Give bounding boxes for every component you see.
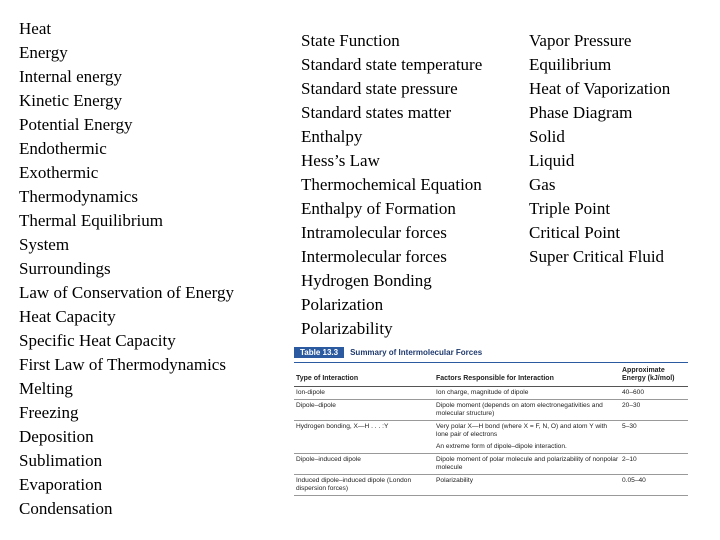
left-column-term: Exothermic [19,163,99,182]
middle-column-term: Hess’s Law [301,151,380,170]
middle-column-term: Standard state pressure [301,79,458,98]
left-column-term: Thermal Equilibrium [19,211,163,230]
cell-energy: 0.05–40 [622,477,646,484]
table-grid [294,363,688,496]
header-type: Type of Interaction [296,375,359,382]
left-column-term: Kinetic Energy [19,91,123,110]
left-column-term: Energy [19,43,68,62]
middle-column-term: Enthalpy of Formation [301,199,456,218]
cell-type: Ion-dipole [296,389,325,396]
middle-column-term: Standard state temperature [301,55,483,74]
header-energy: Approximate Energy (kJ/mol) [622,367,675,382]
middle-column-term: Intermolecular forces [301,247,447,266]
table-caption: Summary of Intermolecular Forces [350,348,483,357]
cell-energy: 5–30 [622,423,637,430]
cell-type: Hydrogen bonding, X—H . . . :Y [296,423,389,430]
term-list-middle [301,29,482,341]
right-column-term: Heat of Vaporization [529,79,671,98]
table-title [294,346,688,359]
cell-factors: Polarizability [436,477,474,484]
left-column-term: Heat Capacity [19,307,116,326]
left-column-term: Endothermic [19,139,107,158]
middle-column-term: Polarizability [301,319,393,338]
right-column-term: Solid [529,127,565,146]
table-number: Table 13.3 [294,347,344,358]
left-column-term: Melting [19,379,73,398]
middle-column-term: Standard states matter [301,103,452,122]
middle-column-term: Polarization [301,295,384,314]
left-column-term: Specific Heat Capacity [19,331,176,350]
right-column-term: Triple Point [529,199,611,218]
right-column-term: Vapor Pressure [529,31,632,50]
cell-factors: Very polar X—H bond (where X = F, N, O) and atom Y with lone pair of electrons [436,423,608,438]
left-column-term: Freezing [19,403,79,422]
right-column-term: Liquid [529,151,575,170]
left-column-term: Surroundings [19,259,111,278]
term-list-right [529,29,670,269]
cell-note: An extreme form of dipole–dipole interaction. [436,443,567,450]
cell-energy: 2–10 [622,456,637,463]
cell-energy: 40–600 [622,389,645,396]
cell-type: Induced dipole–induced dipole (London dispersion forces) [296,477,412,492]
term-list-left [19,17,234,521]
right-column-term: Phase Diagram [529,103,633,122]
middle-column-term: Intramolecular forces [301,223,447,242]
left-column-term: Deposition [19,427,94,446]
table-row-separator [294,495,688,496]
cell-type: Dipole–induced dipole [296,456,361,463]
middle-column-term: State Function [301,31,400,50]
left-column-term: First Law of Thermodynamics [19,355,226,374]
cell-factors: Dipole moment of polar molecule and polarizability of nonpolar molecule [436,456,619,471]
cell-spacer [294,441,434,453]
right-column-term: Critical Point [529,223,621,242]
intermolecular-forces-table [294,346,688,526]
cell-factors: Dipole moment (depends on atom electronegativities and molecular structure) [436,402,603,417]
left-column-term: Law of Conservation of Energy [19,283,234,302]
left-column-term: Condensation [19,499,113,518]
left-column-term: Sublimation [19,451,103,470]
right-column-term: Equilibrium [529,55,612,74]
left-column-term: Heat [19,19,52,38]
left-column-term: System [19,235,70,254]
middle-column-term: Thermochemical Equation [301,175,482,194]
left-column-term: Evaporation [19,475,103,494]
left-column-term: Potential Energy [19,115,133,134]
middle-column-term: Enthalpy [301,127,363,146]
left-column-term: Internal energy [19,67,123,86]
middle-column-term: Hydrogen Bonding [301,271,432,290]
right-column-term: Gas [529,175,556,194]
cell-factors: Ion charge, magnitude of dipole [436,389,529,396]
header-factors: Factors Responsible for Interaction [436,375,554,382]
right-column-term: Super Critical Fluid [529,247,665,266]
cell-type: Dipole–dipole [296,402,336,409]
cell-energy: 20–30 [622,402,641,409]
left-column-term: Thermodynamics [19,187,138,206]
